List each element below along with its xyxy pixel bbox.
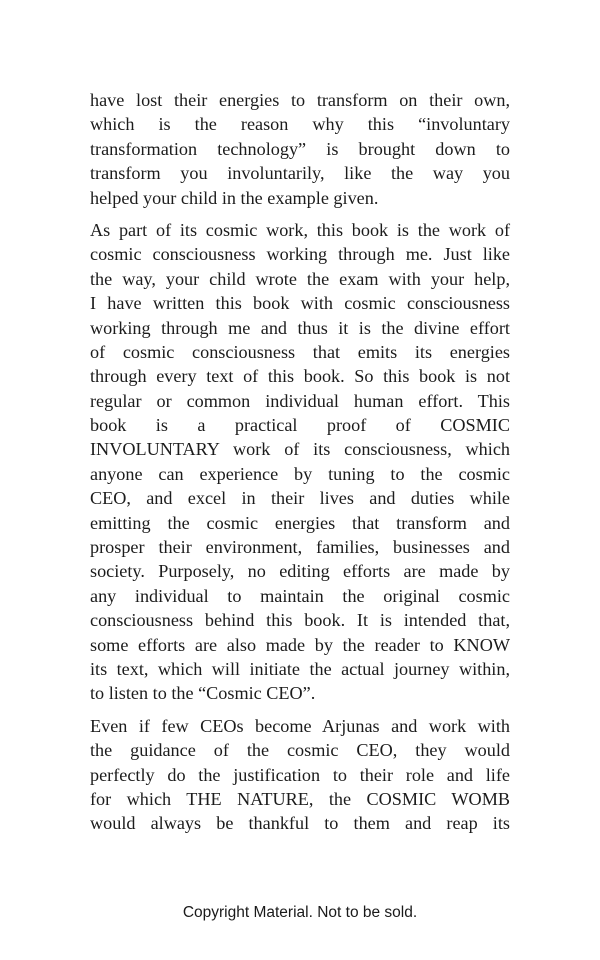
- text-line: to listen to the “Cosmic CEO”.: [90, 683, 316, 704]
- text-line: emitting the cosmic energies that transform and: [90, 512, 510, 533]
- text-line: prosper their environment, families, businesses and: [90, 537, 510, 558]
- text-line: through every text of this book. So this book is not: [90, 366, 510, 387]
- paragraph-3: [90, 714, 510, 836]
- text-line: any individual to maintain the original cosmic: [90, 585, 510, 606]
- text-line: transform you involuntarily, like the way you: [90, 163, 510, 184]
- text-line: the guidance of the cosmic CEO, they would: [90, 740, 510, 761]
- text-line: regular or common individual human effort. This: [90, 390, 510, 411]
- text-line: As part of its cosmic work, this book is the work of: [90, 219, 510, 240]
- text-line: helped your child in the example given.: [90, 187, 379, 208]
- text-line: transformation technology” is brought down to: [90, 138, 510, 159]
- text-line: anyone can experience by tuning to the cosmic: [90, 463, 510, 484]
- text-line: working through me and thus it is the divine effort: [90, 317, 510, 338]
- copyright-footer: Copyright Material. Not to be sold.: [182, 904, 418, 921]
- paragraph-2: [90, 218, 510, 706]
- text-line: I have written this book with cosmic consciousness: [90, 293, 510, 314]
- text-line: book is a practical proof of COSMIC: [90, 415, 510, 436]
- text-line: the way, your child wrote the exam with your help,: [90, 268, 510, 289]
- text-line: perfectly do the justification to their role and life: [90, 764, 510, 785]
- text-line: cosmic consciousness working through me. Just like: [90, 244, 510, 265]
- body-text: [90, 88, 510, 844]
- text-line: for which THE NATURE, the COSMIC WOMB: [90, 788, 510, 809]
- text-line: would always be thankful to them and reap its: [90, 813, 510, 834]
- text-line: have lost their energies to transform on their own,: [90, 90, 510, 110]
- text-line: INVOLUNTARY work of its consciousness, which: [90, 439, 510, 460]
- text-line: some efforts are also made by the reader to KNOW: [90, 634, 510, 655]
- text-line: of cosmic consciousness that emits its energies: [90, 341, 510, 362]
- text-line: CEO, and excel in their lives and duties while: [90, 488, 510, 509]
- text-line: which is the reason why this “involuntary: [90, 114, 510, 135]
- text-line: its text, which will initiate the actual journey within,: [90, 658, 510, 679]
- text-line: Even if few CEOs become Arjunas and work with: [90, 715, 510, 736]
- text-line: consciousness behind this book. It is intended that,: [90, 610, 510, 631]
- text-line: society. Purposely, no editing efforts are made by: [90, 561, 510, 582]
- paragraph-1: [90, 88, 510, 210]
